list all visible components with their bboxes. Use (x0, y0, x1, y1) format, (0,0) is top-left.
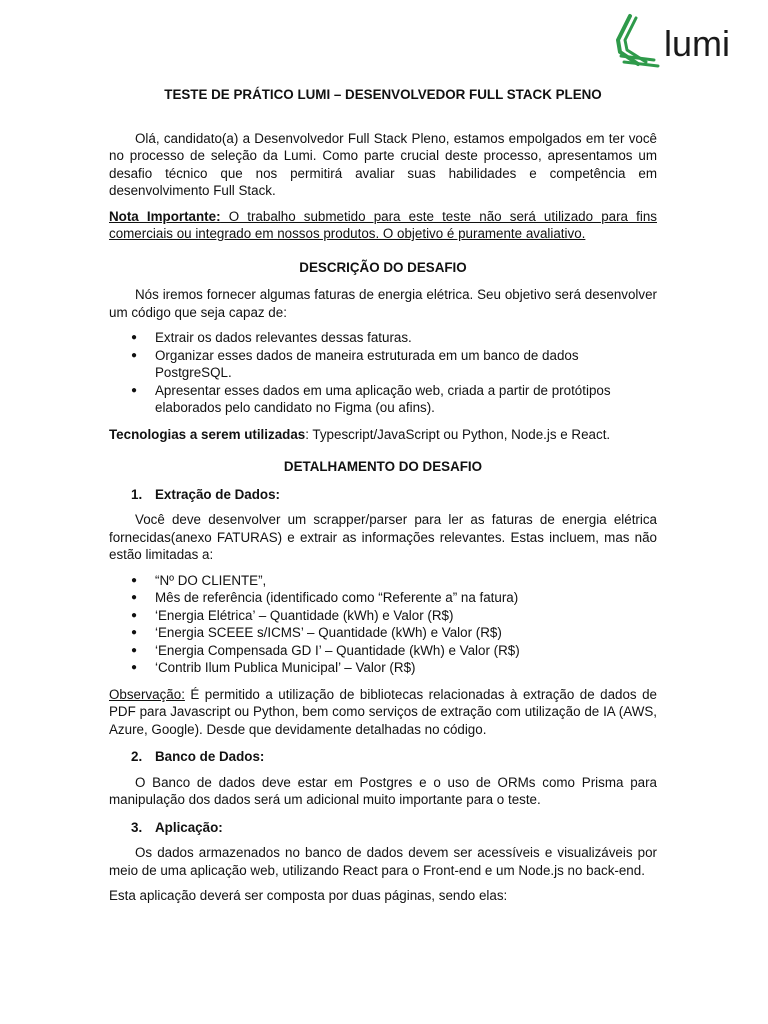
list-item: ● Extrair os dados relevantes dessas faturas. (109, 329, 657, 347)
application-heading (109, 819, 657, 837)
list-item: ● Mês de referência (identificado como “Referente a” na fatura) (109, 589, 657, 607)
document-title: TESTE DE PRÁTICO LUMI – DESENVOLVEDOR FULL STACK PLENO (164, 87, 602, 102)
extraction-list (109, 572, 657, 677)
observation-text: É permitido a utilização de bibliotecas relacionadas à extração de dados de PDF para Javascript ou Python, bem como serviços de extração com utilização de IA (AWS, Azure, Google). Desde que devidamente detalhadas no código. (109, 686, 657, 737)
observation-paragraph (109, 686, 657, 739)
extraction-title: Extração de Dados: (155, 486, 281, 502)
application-closing: Esta aplicação deverá ser composta por duas páginas, sendo elas: (109, 888, 508, 903)
note-text: O trabalho submetido para este teste não será utilizado para fins comerciais ou integrado em nossos produtos. O objetivo é puramente avaliativo. (109, 208, 657, 241)
database-heading (109, 748, 657, 766)
extraction-heading (109, 486, 657, 504)
list-item: ● “Nº DO CLIENTE”, (109, 572, 657, 590)
description-heading: DESCRIÇÃO DO DESAFIO (299, 259, 467, 275)
intro-paragraph: Olá, candidato(a) a Desenvolvedor Full Stack Pleno, estamos empolgados em ter você no processo de seleção da Lumi. Como parte crucial deste processo, apresentamos um desafio técnico que nos permitirá avaliar suas habilidades e competência em desenvolvimento Full Stack. (109, 130, 657, 198)
details-heading: DETALHAMENTO DO DESAFIO (283, 459, 483, 474)
database-number: 2. (131, 749, 143, 764)
technologies-line (109, 426, 657, 444)
database-paragraph: O Banco de dados deve estar em Postgres e o uso de ORMs como Prisma para manipulação dos dados será um adicional muito importante para o teste. (109, 774, 657, 807)
logo-wordmark: lumi (664, 23, 731, 64)
observation-label: Observação: (109, 686, 185, 702)
document-body (109, 86, 657, 913)
lumi-logo (612, 12, 752, 72)
application-number: 3. (131, 819, 143, 835)
list-item: ● Apresentar esses dados em uma aplicação web, criada a partir de protótipos elaborados pelo candidato no Figma (ou afins). (109, 382, 657, 417)
list-item: ● Organizar esses dados de maneira estruturada em um banco de dados PostgreSQL. (109, 347, 657, 382)
lumi-mark-icon (612, 12, 752, 72)
description-paragraph: Nós iremos fornecer algumas faturas de energia elétrica. Seu objetivo será desenvolver um código que seja capaz de: (109, 287, 657, 320)
description-list (109, 329, 657, 417)
note-label: Nota Importante: (109, 208, 221, 224)
list-item: ● ‘Contrib Ilum Publica Municipal’ – Valor (R$) (109, 659, 657, 677)
tech-label: Tecnologias a serem utilizadas (109, 426, 306, 442)
application-title: Aplicação: (155, 819, 223, 835)
important-note (109, 208, 657, 243)
list-item: ● ‘Energia Compensada GD I’ – Quantidade (kWh) e Valor (R$) (109, 642, 657, 660)
tech-text: : Typescript/JavaScript ou Python, Node.js e React. (305, 426, 611, 442)
application-paragraph: Os dados armazenados no banco de dados devem ser acessíveis e visualizáveis por meio de uma aplicação web, utilizando React para o Front-end e um Node.js no back-end. (109, 845, 657, 878)
list-item: ● ‘Energia SCEEE s/ICMS’ – Quantidade (kWh) e Valor (R$) (109, 624, 657, 642)
extraction-paragraph: Você deve desenvolver um scrapper/parser para ler as faturas de energia elétrica fornecidas(anexo FATURAS) e extrair as informações relevantes. Estas incluem, mas não estão limitadas a: (109, 512, 657, 562)
list-item: ● ‘Energia Elétrica’ – Quantidade (kWh) e Valor (R$) (109, 607, 657, 625)
extraction-number: 1. (131, 486, 143, 502)
database-title: Banco de Dados: (155, 749, 265, 764)
